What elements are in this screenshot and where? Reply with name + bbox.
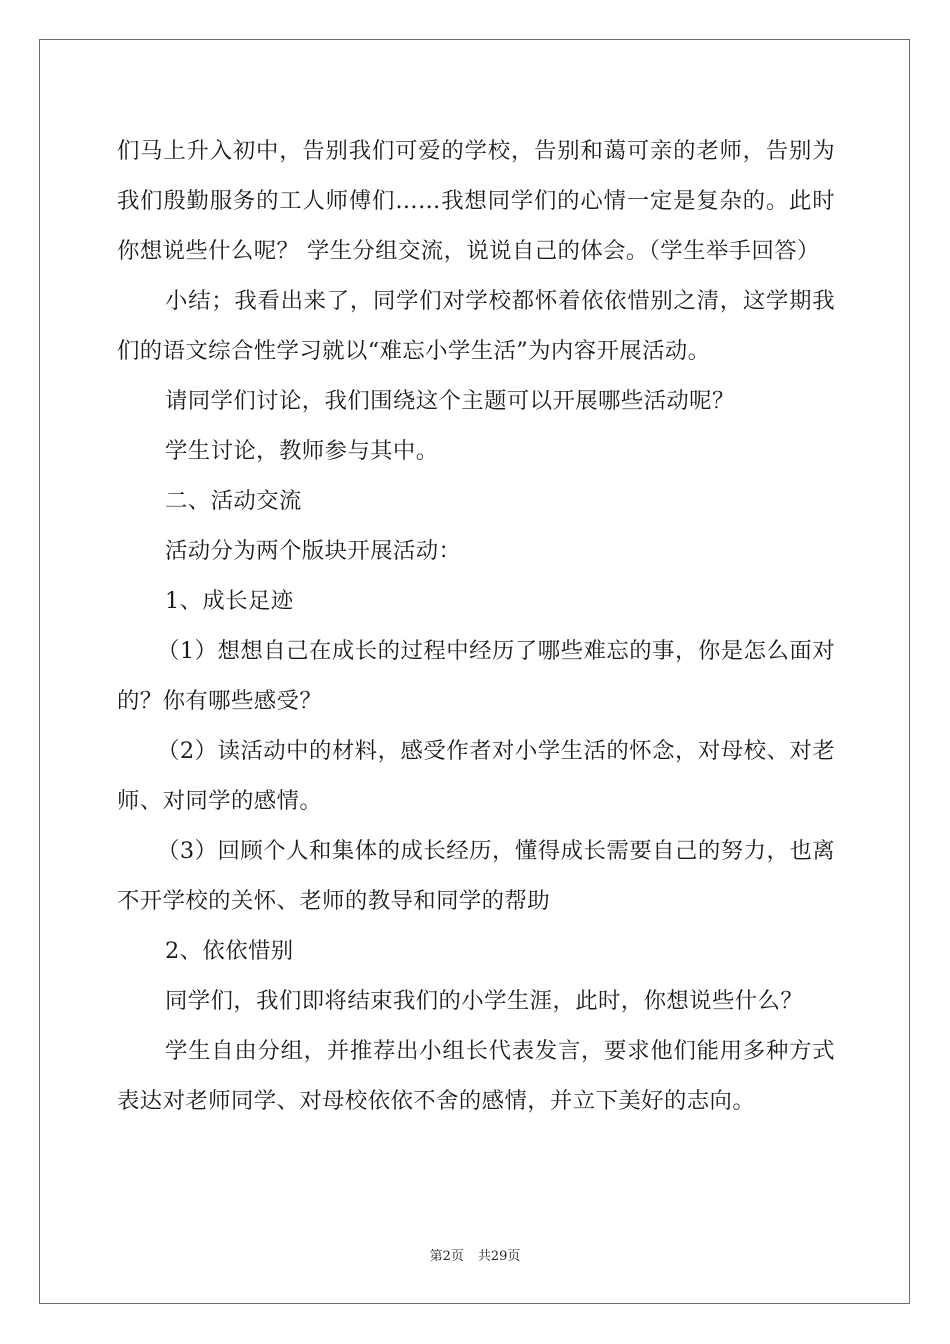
subheading-reluctant-farewell: 2、依依惜别	[165, 938, 294, 964]
section-heading-activity-exchange: 二、活动交流	[165, 488, 302, 514]
list-item-1: （1）想想自己在成长的过程中经历了哪些难忘的事，你是怎么面对的？你有哪些感受？	[117, 638, 835, 714]
total-pages: 共29页	[477, 1249, 521, 1264]
document-body	[117, 126, 835, 1126]
paragraph-12: 同学们，我们即将结束我们的小学生涯，此时，你想说些什么？	[165, 988, 804, 1014]
page-number: 第2页	[429, 1249, 464, 1264]
paragraph-3: 请同学们讨论，我们围绕这个主题可以开展哪些活动呢？	[165, 388, 735, 414]
list-item-2: （2）读活动中的材料，感受作者对小学生活的怀念，对母校、对老师、对同学的感情。	[117, 738, 835, 814]
paragraph-1: 们马上升入初中，告别我们可爱的学校，告别和蔼可亲的老师，告别为我们殷勤服务的工人师傅们……我想同学们的心情一定是复杂的。此时你想说些什么呢？ 学生分组交流，说说自己的体会。（学生举手回答）	[117, 138, 835, 264]
paragraph-6: 活动分为两个版块开展活动：	[165, 538, 462, 564]
paragraph-4: 学生讨论，教师参与其中。	[165, 438, 439, 464]
subheading-growth-footprints: 1、成长足迹	[165, 588, 294, 614]
paragraph-13: 学生自由分组，并推荐出小组长代表发言，要求他们能用多种方式表达对老师同学、对母校依依不舍的感情，并立下美好的志向。	[117, 1038, 835, 1114]
list-item-3: （3）回顾个人和集体的成长经历，懂得成长需要自己的努力，也离不开学校的关怀、老师的教导和同学的帮助	[117, 838, 835, 914]
page-footer	[0, 1245, 950, 1264]
paragraph-2: 小结；我看出来了，同学们对学校都怀着依依惜别之清，这学期我们的语文综合性学习就以“难忘小学生活”为内容开展活动。	[117, 288, 835, 364]
